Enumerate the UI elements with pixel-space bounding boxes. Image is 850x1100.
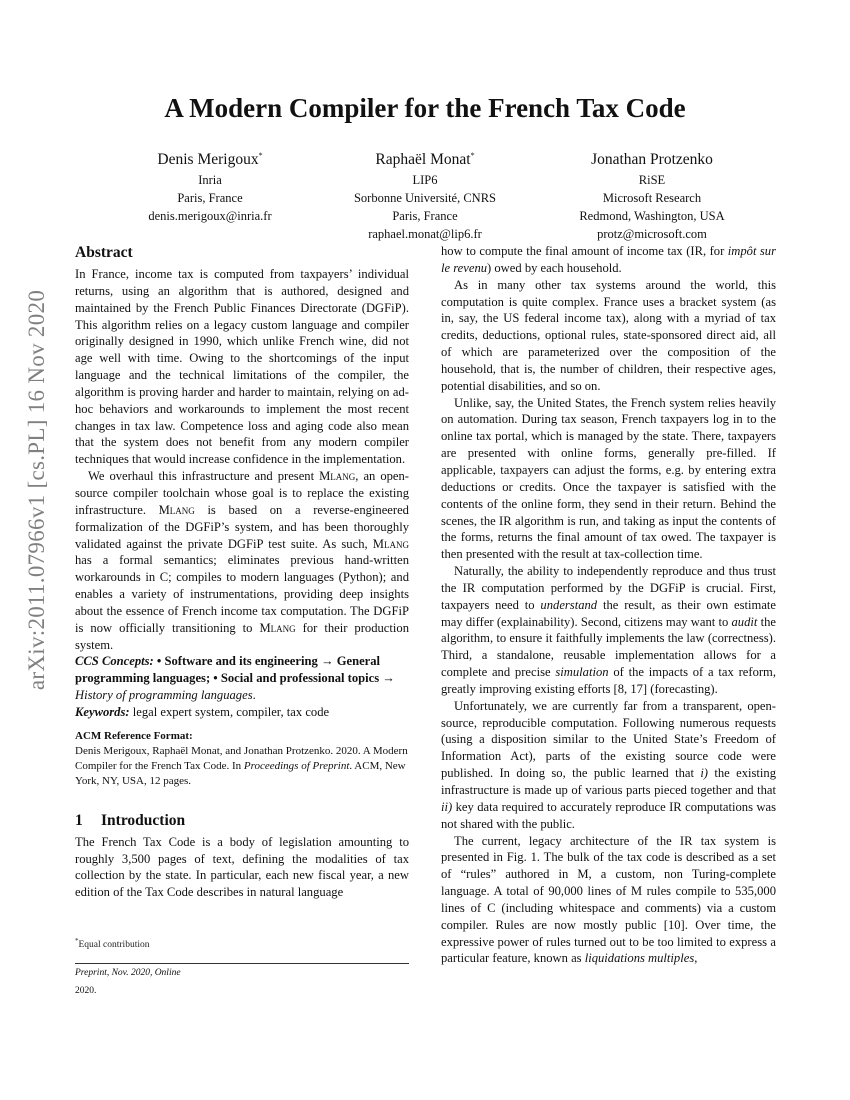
author-location: Redmond, Washington, USA bbox=[579, 209, 725, 224]
keywords: Keywords: legal expert system, compiler, tax code bbox=[75, 704, 330, 719]
author-affiliation: RiSE bbox=[638, 173, 666, 188]
author-institution: Sorbonne Université, CNRS bbox=[353, 191, 496, 206]
introduction-paragraph-1: The French Tax Code is a body of legislation amounting to roughly 3,500 pages of text, defining the modalities of tax collection by the state. In particular, each new fiscal year, a new edition of the Tax Code describes in natural language bbox=[75, 834, 409, 900]
author-email: protz@microsoft.com bbox=[597, 227, 707, 242]
author-location: Paris, France bbox=[392, 209, 458, 224]
body-paragraph: The current, legacy architecture of the IR tax system is presented in Fig. 1. The bulk of the tax code is described as a set of “rules” authored in M, a custom, non Turing-complete language. A total of 90,000 lines of M rules compile to 535,000 lines of C (including whitespace and comments) via a custom compiler. Rules are now mostly public [10]. Over time, the expressive power of rules turned out to be too limited to express a particular feature, known as liquidations multiples, bbox=[441, 833, 776, 966]
author-affiliation: LIP6 bbox=[412, 173, 438, 188]
year-line: 2020. bbox=[75, 986, 97, 996]
author-email: raphael.monat@lip6.fr bbox=[368, 227, 482, 242]
author-institution: Microsoft Research bbox=[602, 191, 702, 206]
author-block-1 bbox=[90, 145, 330, 225]
author-name: Denis Merigoux* bbox=[157, 151, 263, 169]
footer-divider bbox=[75, 963, 409, 964]
body-paragraph: As in many other tax systems around the world, this computation is quite complex. France uses a bracket system (as in, say, the US federal income tax), along with a myriad of tax credits, deductions, optional rules, state-sponsored direct aid, all of which are parameterized over the composition of the household, that is, the number of children, their respective ages, potential disabilities, and so on. bbox=[441, 277, 776, 393]
author-name: Raphaël Monat* bbox=[375, 151, 475, 169]
venue-line: Preprint, Nov. 2020, Online bbox=[75, 968, 181, 978]
body-paragraph-continued: how to compute the final amount of income tax (IR, for impôt sur le revenu) owed by each household. bbox=[441, 244, 776, 275]
arxiv-identifier: arXiv:2011.07966v1 [cs.PL] 16 Nov 2020 bbox=[24, 289, 49, 691]
body-paragraph: Naturally, the ability to independently reproduce and thus trust the IR computation performed by the DGFiP is crucial. First, taxpayers need to understand the result, as their own estimate may differ (explainability). Second, citizens may want to audit the algorithm, to ensure it faithfully implements the law (correctness). Third, a standalone, reusable implementation allows for a complete and precise simulation of the impacts of a tax reform, greatly improving existing efforts [8, 17] (forecasting). bbox=[441, 564, 777, 696]
author-affiliation: Inria bbox=[198, 173, 222, 188]
body-paragraph: Unfortunately, we are currently far from a transparent, open-source, reproducible computation. Following numerous requests (using a disposition similar to the United State’s Freedom of Information Act), parts of the existing source code were published. In doing so, the public learned that i) the existing infrastructure is made up of various parts pieced together and that ii) key data required to accurately reproduce IR computations was not shared with the public. bbox=[441, 698, 776, 831]
left-column bbox=[75, 243, 409, 901]
abstract-paragraph-1: In France, income tax is computed from taxpayers’ individual returns, using an algorithm that is authored, designed and maintained by the French Public Finances Directorate (DGFiP). This algorithm relies on a legacy custom language and compiler originally designed in 1990, which unlike French wine, did not age well with time. Owing to the shortcomings of the input language and the technical limitations of the compiler, the algorithm is proving harder and harder to maintain, relying on ad-hoc behaviors and workarounds to implement the most recent changes in tax law. Competence loss and aging code also mean that the system does not benefit from any modern compiler techniques that would increase confidence in the implementation. bbox=[75, 267, 409, 467]
footnote: *Equal contribution bbox=[75, 937, 150, 951]
author-location: Paris, France bbox=[177, 191, 243, 206]
ccs-concepts: CCS Concepts: • Software and its engineering → General programming languages; • Social and professional topics → History of programming languages. bbox=[75, 654, 395, 703]
right-column bbox=[441, 243, 776, 967]
paper-title: A Modern Compiler for the French Tax Code bbox=[164, 93, 686, 123]
abstract-paragraph-2: We overhaul this infrastructure and present Mlang, an open-source compiler toolchain whose goal is to replace the existing infrastructure. Mlang is based on a reverse-engineered formalization of the DGFiP’s system, and has been thoroughly validated against the private DGFiP test suite. As such, Mlang has a formal semantics; eliminates previous hand-written workarounds in C; compiles to modern languages (Python); and enables a variety of instrumentations, providing deep insights about the essence of French income tax computation. The DGFiP is now officially transitioning to Mlang for their production system. bbox=[75, 469, 409, 652]
abstract-heading: Abstract bbox=[75, 244, 133, 261]
author-block-2 bbox=[305, 145, 545, 243]
author-email: denis.merigoux@inria.fr bbox=[148, 209, 272, 224]
arxiv-sidebar bbox=[22, 290, 52, 690]
author-name: Jonathan Protzenko bbox=[591, 151, 713, 169]
introduction-heading: 1 Introduction bbox=[75, 811, 186, 829]
acm-reference-text: Denis Merigoux, Raphaël Monat, and Jonathan Protzenko. 2020. A Modern Compiler for the French Tax Code. In Proceedings of Preprint. ACM, New York, NY, USA, 12 pages. bbox=[75, 744, 408, 787]
acm-reference-heading: ACM Reference Format: bbox=[75, 729, 193, 742]
body-paragraph: Unlike, say, the United States, the French system relies heavily on automation. During tax season, French taxpayers log in to the online tax portal, which is managed by the state. There, taxpayers are presented with online forms, generally pre-filled. If applicable, taxpayers can adjust the forms, e.g. by entering extra deductions or credits. Once the taxpayer is satisfied with the contents of the online form, they send in their return. Behind the scenes, the IR algorithm is run, and taking as input the contents of the forms, returns the final amount of tax owed. The taxpayer is then presented with the result at tax-collection time. bbox=[441, 395, 776, 562]
author-block-3 bbox=[532, 145, 772, 243]
